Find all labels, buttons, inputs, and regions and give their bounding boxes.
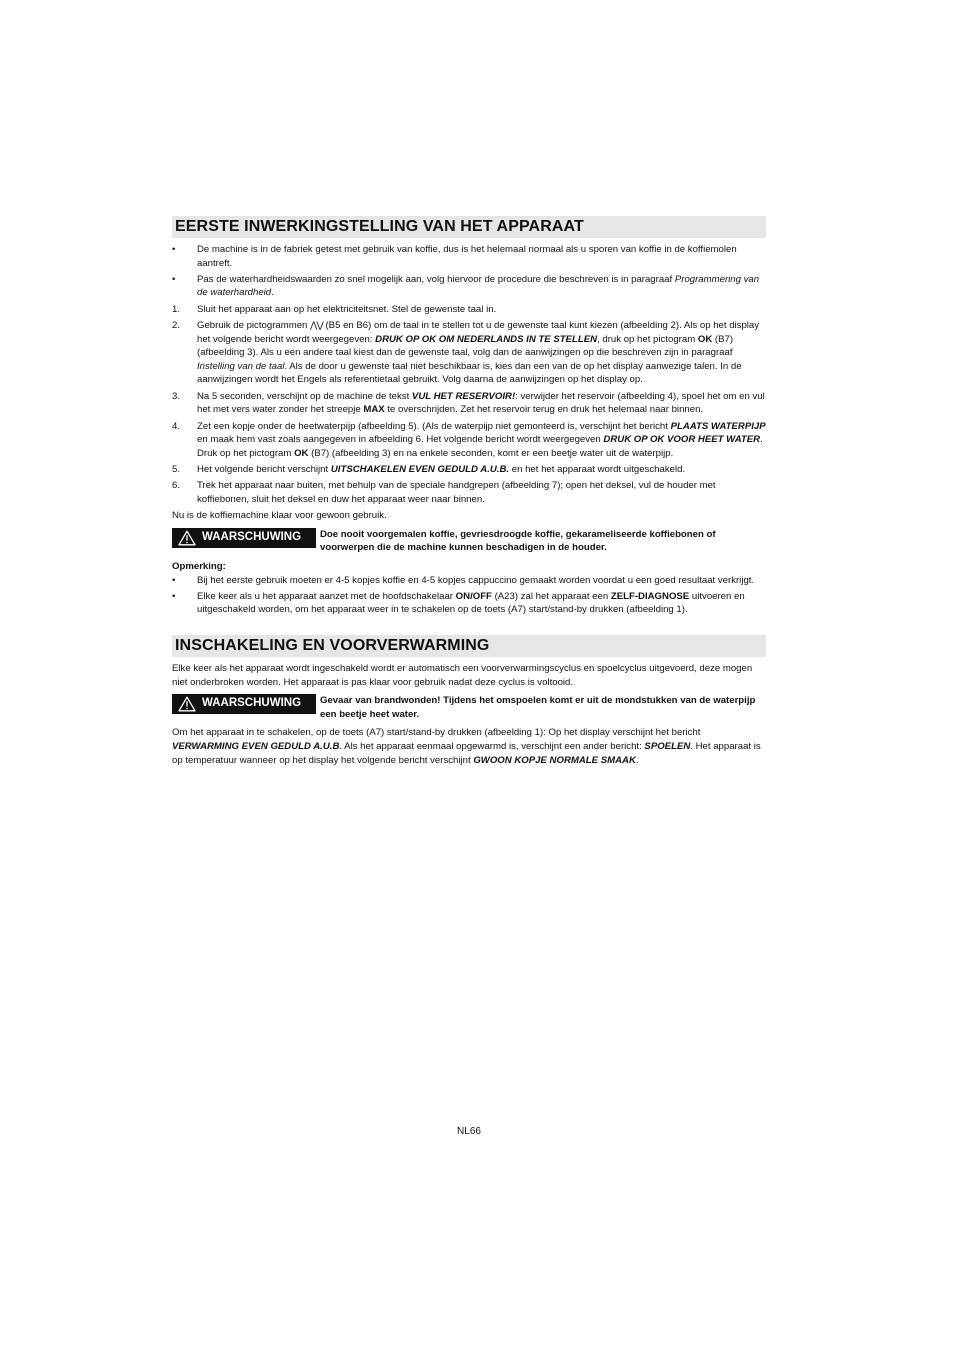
step-5 bbox=[172, 463, 766, 477]
section-body bbox=[172, 726, 766, 767]
display-message: DRUK OP OK VOOR HEET WATER bbox=[603, 434, 761, 446]
on-off-label: ON/OFF bbox=[455, 590, 492, 602]
bullet-marker: • bbox=[172, 590, 176, 602]
step-text: en het het apparaat wordt uitgeschakeld. bbox=[509, 464, 686, 476]
max-label: MAX bbox=[363, 404, 385, 416]
display-message: GWOON KOPJE NORMALE SMAAK bbox=[473, 754, 636, 766]
section-title-switch-on: INSCHAKELING EN VOORVERWARMING bbox=[172, 635, 766, 657]
display-message: VERWARMING EVEN GEDULD A.U.B bbox=[172, 741, 340, 752]
step-number: 5. bbox=[172, 464, 181, 476]
ok-label: OK bbox=[294, 447, 309, 459]
step-3 bbox=[172, 390, 766, 417]
bullet-marker: • bbox=[172, 574, 176, 586]
section-title-first-use: EERSTE INWERKINGSTELLING VAN HET APPARAAT bbox=[172, 216, 766, 238]
list-item bbox=[172, 243, 766, 270]
warning-badge bbox=[172, 528, 316, 548]
warning-text: Gevaar van brandwonden! Tijdens het omspoelen komt er uit de mondstukken van de waterpijp een beetje heet water. bbox=[320, 695, 756, 720]
page-number: NL66 bbox=[457, 1126, 481, 1137]
body-text: . Het apparaat is op temperatuur wanneer op het display het volgende bericht verschijnt bbox=[172, 741, 761, 766]
closing-sentence: Nu is de koffiemachine klaar voor gewoon gebruik. bbox=[172, 510, 387, 522]
section-intro: Elke keer als het apparaat wordt ingeschakeld wordt er automatisch een voorverwarmingscyclus en spoelcyclus uitgevoerd, deze mogen niet onderbroken worden. Het apparaat is pas klaar voor gebruik nadat deze cyclus is voltooid. bbox=[172, 663, 753, 688]
step-text: Sluit het apparaat aan op het elektriciteitsnet. Stel de gewenste taal in. bbox=[197, 303, 497, 315]
display-message: VUL HET RESERVOIR! bbox=[411, 390, 516, 402]
warning-text: Doe nooit voorgemalen koffie, gevriesdroogde koffie, gekarameliseerde koffiebonen of voorwerpen die de machine kunnen beschadigen in de houder. bbox=[320, 528, 716, 554]
step-2 bbox=[172, 319, 766, 387]
step-text: Zet een kopje onder de heetwaterpijp (afbeelding 5). (Als de waterpijp niet gemonteerd is, verschijnt het bericht bbox=[197, 420, 671, 432]
step-text: te overschrijden. Zet het reservoir terug en druk het helemaal naar binnen. bbox=[384, 404, 704, 416]
step-text: (B5 en B6) om de taal in te stellen tot u de gewenste taal kunt kiezen (afbeelding 2). Als op het display het volgende bericht wordt weergegeven: bbox=[197, 320, 760, 345]
step-number: 1. bbox=[172, 303, 181, 315]
bullet-text: uitvoeren en uitgeschakeld worden, om het apparaat weer in te schakelen op de toets (A7) start/stand-by drukken (afbeelding 1). bbox=[197, 590, 745, 616]
reference-link-text: Instelling van de taal bbox=[197, 360, 285, 372]
list-item bbox=[172, 574, 766, 588]
page-content bbox=[172, 216, 766, 770]
warning-triangle-icon bbox=[172, 694, 202, 714]
step-text: Het volgende bericht verschijnt bbox=[197, 464, 331, 476]
step-number: 3. bbox=[172, 390, 181, 402]
step-text: : verwijder het reservoir (afbeelding 4), spoel het om en vul het met vers water zonder het streepje bbox=[197, 390, 765, 416]
step-number: 2. bbox=[172, 320, 181, 332]
bullet-text: Bij het eerste gebruik moeten er 4-5 kopjes koffie en 4-5 kopjes cappuccino gemaakt worden voordat u een goed resultaat verkrijgt. bbox=[197, 574, 755, 586]
warning-label: WAARSCHUWING bbox=[202, 530, 302, 543]
display-message: SPOELEN bbox=[644, 741, 691, 752]
warning-badge bbox=[172, 694, 316, 714]
step-text: Na 5 seconden, verschijnt op de machine de tekst bbox=[197, 390, 412, 402]
warning-block bbox=[172, 694, 766, 721]
step-text: (B7) (afbeelding 3). Als u een andere taal kiest dan de gewenste taal, volg dan de aanwijzingen op die beschreven zijn in paragraaf bbox=[197, 333, 734, 359]
up-down-arrows-icon: ⋀⋁ bbox=[310, 320, 323, 331]
list-item bbox=[172, 590, 766, 617]
body-text: Om het apparaat in te schakelen, op de toets (A7) start/stand-by drukken (afbeelding 1): Op het display verschijnt het bericht bbox=[172, 727, 701, 739]
step-4 bbox=[172, 420, 766, 461]
bullet-marker: • bbox=[172, 244, 176, 255]
step-6 bbox=[172, 479, 766, 506]
step-text: . Druk op het pictogram bbox=[197, 434, 763, 459]
warning-label: WAARSCHUWING bbox=[202, 697, 302, 710]
list-item bbox=[172, 273, 766, 300]
bullet-text: De machine is in de fabriek getest met gebruik van koffie, dus is het helemaal normaal als u sporen van koffie in de koffiemolen aantreft. bbox=[197, 244, 737, 269]
warning-block bbox=[172, 528, 766, 555]
reference-link-text: Programmering van de waterhardheid bbox=[197, 273, 760, 299]
bullet-text: Pas de waterhardheidswaarden zo snel mogelijk aan, volg hiervoor de procedure die beschreven is in paragraaf bbox=[197, 273, 675, 285]
display-message: DRUK OP OK OM NEDERLANDS IN TE STELLEN bbox=[375, 333, 598, 345]
body-text: . Als het apparaat eenmaal opgewarmd is, verschijnt een ander bericht: bbox=[339, 741, 645, 752]
warning-triangle-icon bbox=[172, 528, 202, 548]
display-message: PLAATS WATERPIJP bbox=[670, 420, 766, 432]
step-number: 4. bbox=[172, 420, 181, 432]
self-diagnosis-label: ZELF-DIAGNOSE bbox=[610, 590, 690, 602]
step-text: Trek het apparaat naar buiten, met behulp van de speciale handgrepen (afbeelding 7); open het deksel, vul de houder met koffiebonen, sluit het deksel en duw het apparaat weer naar binnen. bbox=[197, 480, 716, 505]
step-1 bbox=[172, 303, 766, 317]
bullet-marker: • bbox=[172, 273, 176, 285]
bullet-text: (A23) zal het apparaat een bbox=[491, 590, 611, 602]
ok-label: OK bbox=[697, 333, 713, 345]
display-message: UITSCHAKELEN EVEN GEDULD A.U.B. bbox=[330, 464, 510, 476]
note-heading: Opmerking: bbox=[172, 560, 226, 572]
punctuation: . bbox=[271, 287, 274, 299]
step-text: , druk op het pictogram bbox=[597, 333, 698, 345]
body-text: . bbox=[635, 754, 639, 766]
step-text: . Als de door u gewenste taal niet beschikbaar is, kies dan een van de op het display aanwezige talen. In de aanwijzingen wordt het Engels als referentietaal gebruikt. Volg daarna de aanwijzingen op het display op. bbox=[197, 360, 742, 386]
bullet-text: Elke keer als u het apparaat aanzet met de hoofdschakelaar bbox=[197, 590, 456, 602]
step-text: en maak hem vast zoals aangegeven in afbeelding 6. Het volgende bericht wordt weergegeven bbox=[197, 434, 604, 446]
step-text: Gebruik de pictogrammen bbox=[197, 320, 311, 332]
step-text: (B7) (afbeelding 3) en na enkele seconden, komt er een beetje water uit de waterpijp. bbox=[308, 447, 674, 459]
step-number: 6. bbox=[172, 480, 181, 492]
